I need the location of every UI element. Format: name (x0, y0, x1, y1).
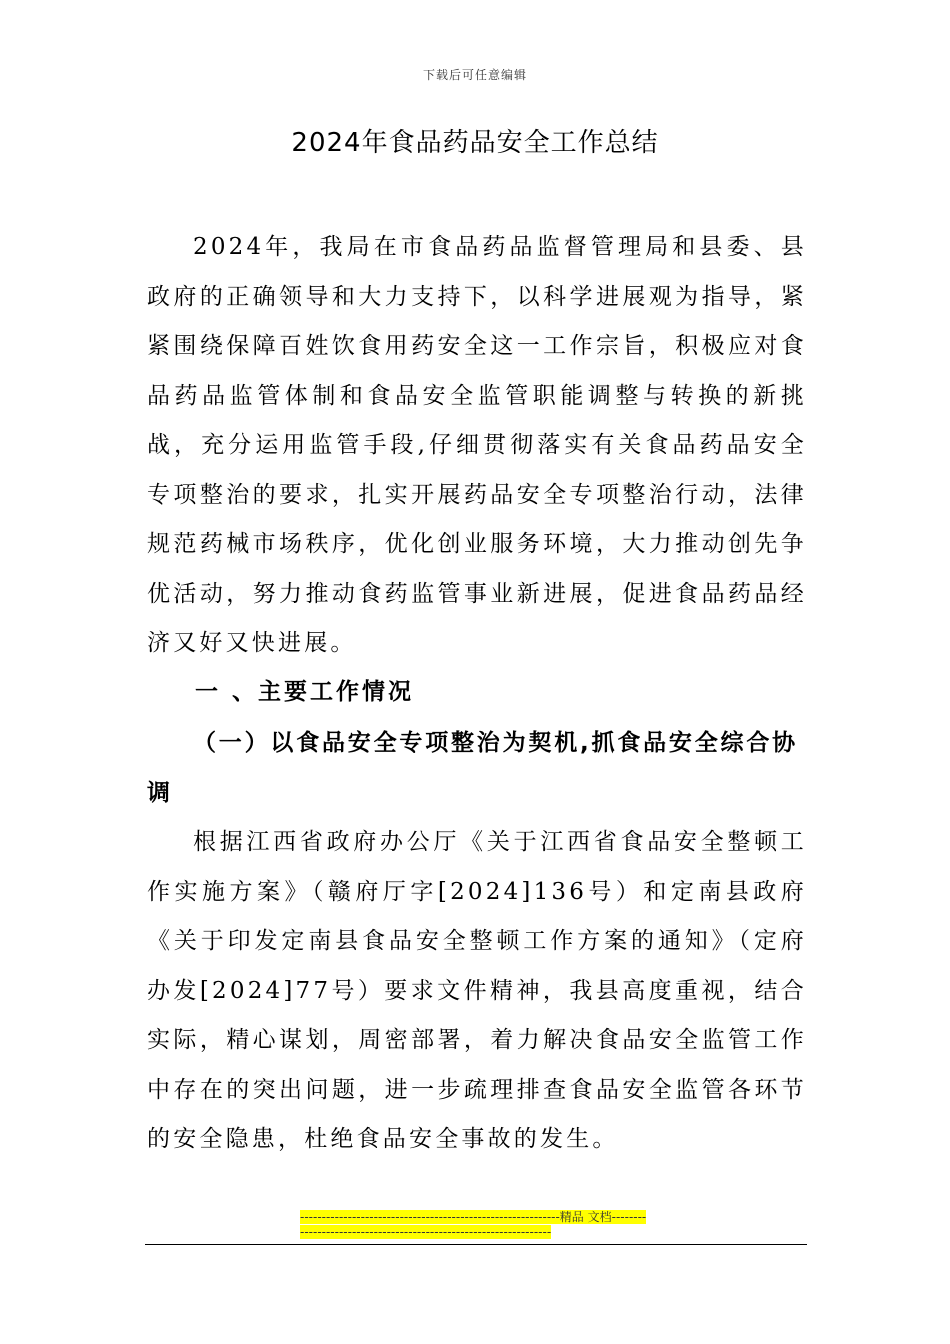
subsection-heading-food-safety: （一）以食品安全专项整治为契机,抓食品安全综合协调 (147, 730, 798, 806)
footer-divider (145, 1244, 807, 1245)
footer-watermark (300, 1210, 648, 1240)
footer-watermark-text: ------------------------------------------------------------精品 文档------------------------------------------------------------------ (300, 1210, 647, 1239)
intro-paragraph: 2024年，我局在市食品药品监督管理局和县委、县政府的正确领导和大力支持下，以科学进展观为指导，紧紧围绕保障百姓饮食用药安全这一工作宗旨，积极应对食品药品监管体制和食品安全监管职能调整与转换的新挑战，充分运用监管手段,仔细贯彻落实有关食品药品安全专项整治的要求，扎实开展药品安全专项整治行动，法律规范药械市场秩序，优化创业服务环境，大力推动创先争优活动，努力推动食药监管事业新进展，促进食品药品经济又好又快进展。 (147, 234, 807, 656)
header-note: 下载后可任意编辑 (422, 68, 527, 82)
document-title: 2024年食品药品安全工作总结 (291, 128, 659, 158)
intro-paragraph-block (147, 223, 807, 669)
food-safety-paragraph-block (147, 818, 807, 1165)
section-heading-main-work: 一 、主要工作情况 (195, 679, 415, 705)
food-safety-paragraph: 根据江西省政府办公厅《关于江西省食品安全整顿工作实施方案》（赣府厅字[2024]136号）和定南县政府《关于印发定南县食品安全整顿工作方案的通知》（定府办发[2024]77号）要求文件精神，我县高度重视，结合实际，精心谋划，周密部署，着力解决食品安全监管工作中存在的突出问题，进一步疏理排查食品安全监管各环节的安全隐患，杜绝食品安全事故的发生。 (147, 829, 807, 1152)
